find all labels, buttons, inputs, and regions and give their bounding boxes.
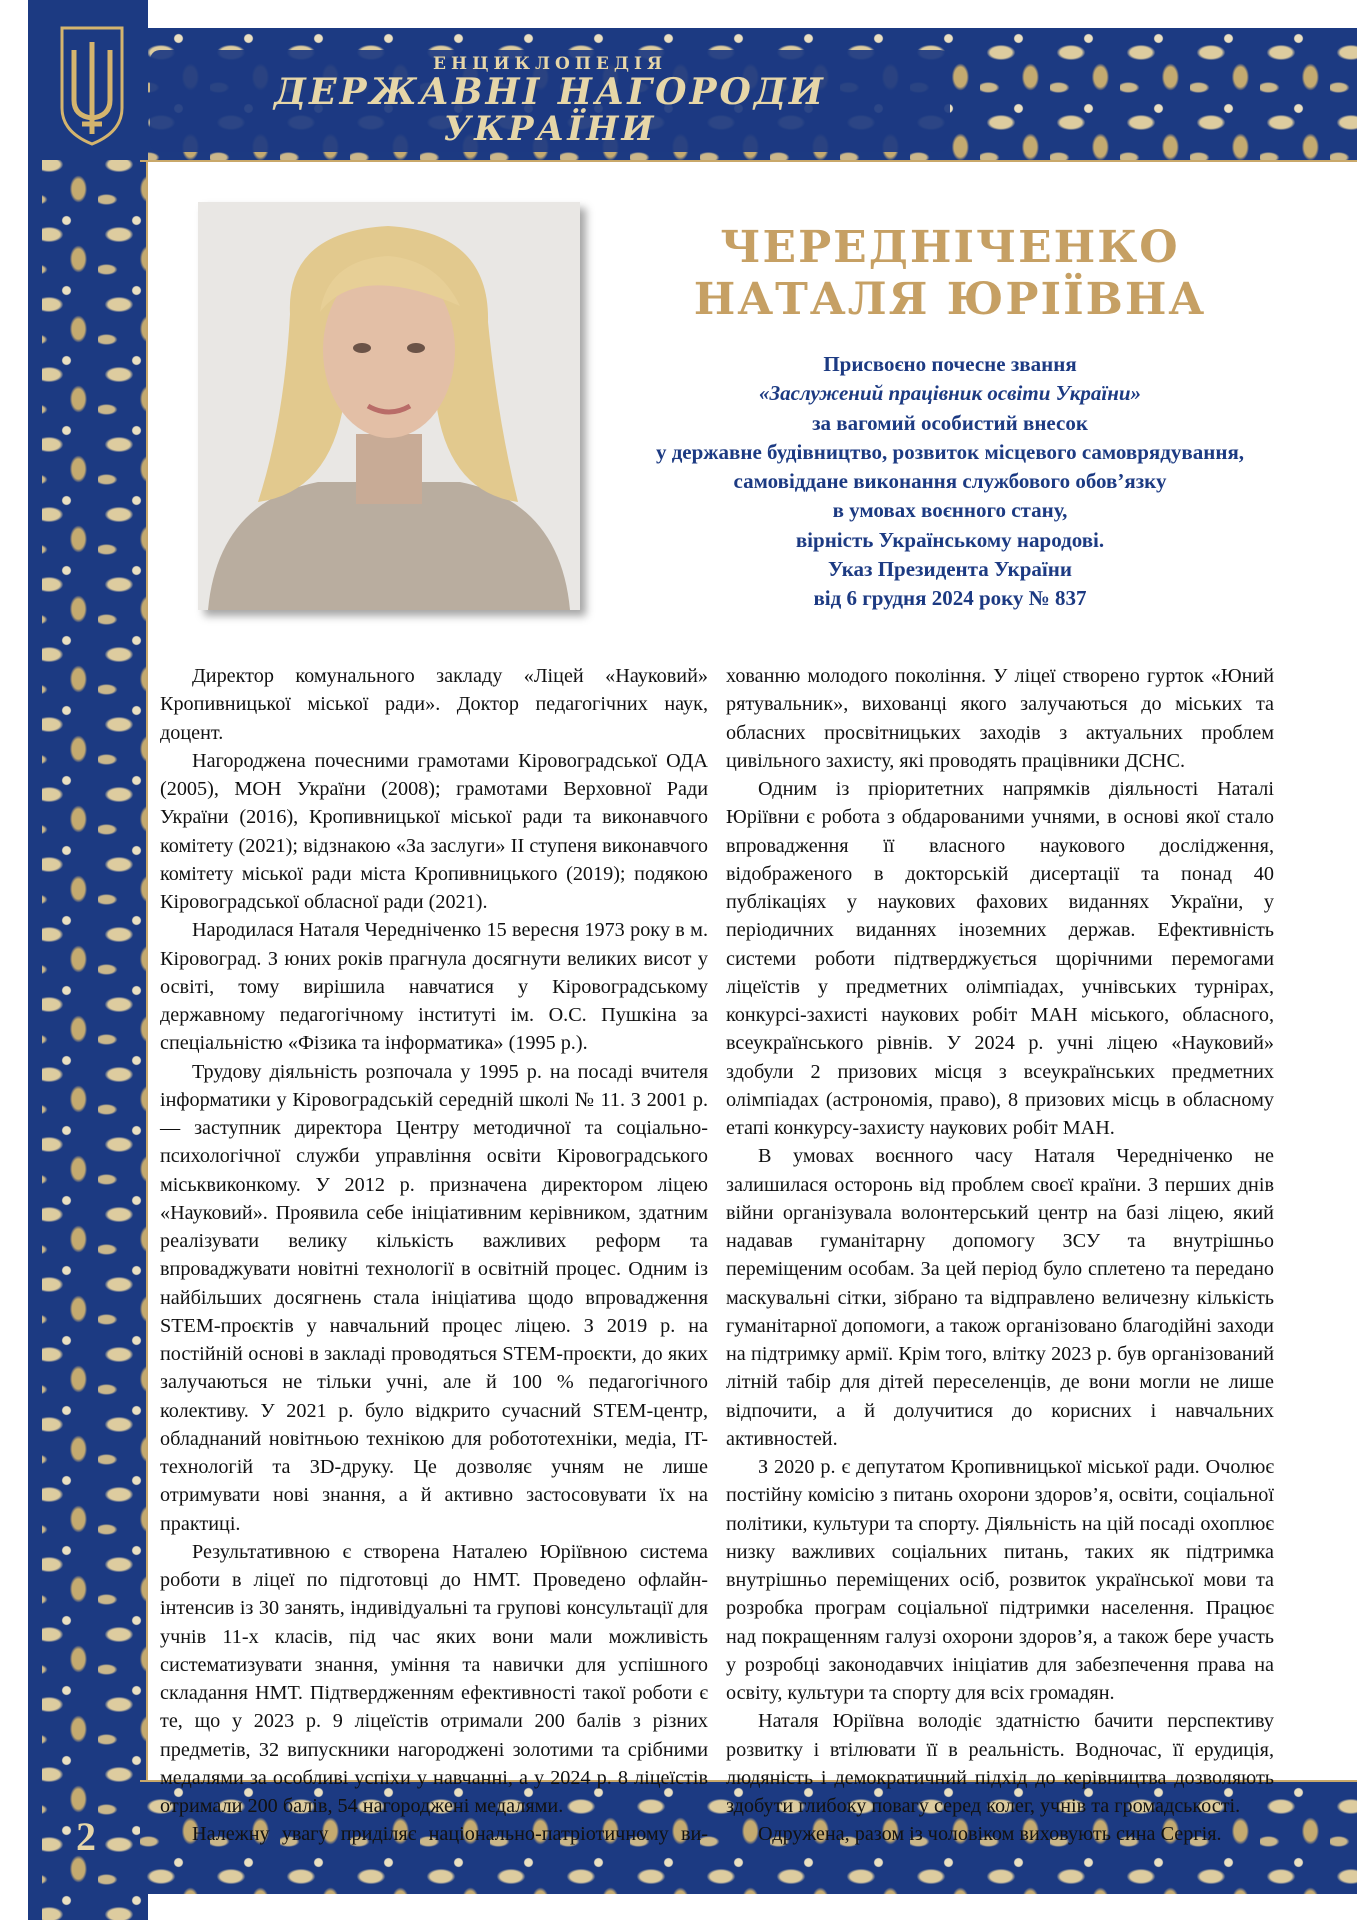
frame-line-top [140, 160, 1357, 162]
page-number: 2 [76, 1813, 96, 1859]
frame-line-left [146, 160, 148, 1782]
header-title-line1: ДЕРЖАВНІ НАГОРОДИ [274, 71, 826, 113]
paragraph: Нагороджена почесними грамотами Кіровоградської ОДА (2005), МОН України (2008); грамотами Верховної Ради України (2016), Кропивницької міської ради та виконавчого комітету (2021); відзнакою «За заслуги» II ступеня виконавчого комітету міської ради міста Кропивницького (2019); подякою Кіровоградської обласної ради (2021). [160, 749, 708, 913]
encyclopedia-header [150, 50, 950, 152]
person-surname: ЧЕРЕДНІЧЕНКО [720, 222, 1180, 273]
person-name [640, 222, 1260, 326]
left-blue-bar [28, 0, 42, 1920]
left-ornament-band [28, 0, 148, 1920]
award-line: від 6 грудня 2024 року № 837 [813, 586, 1087, 611]
paragraph: Трудову діяльність розпочала у 1995 р. на посаді вчителя інформатики у Кіровоградській середній школі № 11. З 2001 р. — заступник директора Центру методичної та соціально-психологічної служби управління освіти Кіровоградського міськвиконкому. У 2012 р. призначена директором ліцею «Науковий». Проявила себе ініціативним керівником, здатним реалізувати велику кількість важливих реформ та впроваджувати новітні технології в освітній процес. Одним із найбільших досягнень стала ініціатива щодо впровадження STEM-проєктів у навчальний процес ліцею. З 2019 р. на постійній основі в закладі проводяться STEM-проєкти, до яких залучаються не тільки учні, але й 100 % педагогічного колективу. У 2021 р. було відкрито сучасний STEM-центр, обладнаний новітньою технікою для робототехніки, медіа, IT-технологій та 3D-друку. Це дозволяє учням не лише отримувати нові знання, а й активно застосовувати їх на практиці. [160, 1060, 708, 1535]
paragraph: Наталя Юріївна володіє здатністю бачити перспективу розвитку і втілювати її в реальність. Водночас, її ерудиція, людяність і демократичний підхід до керівництва дозволяють здобути глибоку повагу серед колег, учнів та громадськості. [726, 1710, 1274, 1817]
header-encyclopedia-label: ЕНЦИКЛОПЕДІЯ [433, 54, 667, 74]
award-statement [600, 350, 1300, 614]
paragraph: Одним із пріоритетних напрямків діяльності Наталі Юріївни є робота з обдарованими учнями, в основі якої стало впровадження її власного наукового дослідження, відображеного в докторській дисертації та понад 40 публікаціях у наукових фахових виданнях України, у періодичних виданнях іноземних держав. Ефективність системи роботи підтверджується щорічними перемогами ліцеїстів у предметних олімпіадах, учнівських турнірах, конкурсі-захисті наукових робіт МАН міського, обласного, всеукраїнського рівнів. У 2024 р. учні ліцею «Науковий» здобули 2 призових місця з всеукраїнських предметних олімпіадах (астрономія, право), 8 призових місць в обласному етапі конкурсу-захисту наукових робіт МАН. [726, 778, 1274, 1139]
award-line: в умовах воєнного стану, [832, 498, 1068, 523]
paragraph: Директор комунального закладу «Ліцей «Науковий» Кропивницької міської ради». Доктор педагогічних наук, доцент. [160, 665, 708, 744]
award-line: Присвоєно почесне звання [823, 352, 1077, 376]
paragraph: Народилася Наталя Чередніченко 15 вересня 1973 року в м. Кіровоград. З юних років прагнула досягнути великих висот у освіті, тому вирішила навчатися у Кіровоградському державному педагогічному інституті ім. О.С. Пушкіна за спеціальністю «Фізика та інформатика» (1995 р.). [160, 919, 708, 1055]
portrait-photo [198, 202, 580, 610]
award-line: за вагомий особистий внесок [812, 410, 1088, 435]
paragraph: З 2020 р. є депутатом Кропивницької міської ради. Очолює постійну комісію з питань охорони здоров’я, освіти, соціальної політики, культури та спорту. Діяльність на цій посаді охоплює низку важливих соціальних питань, таких як підтримка внутрішньо переміщених осіб, розвиток української мови та розробка програм соціальної підтримки населення. Працює над покращенням галузі охорони здоров’я, а також бере участь у розробці законодавчих ініціатив для забезпечення права на освіту, культури та спорту для всіх громадян. [726, 1456, 1274, 1704]
trident-coat-of-arms-icon [52, 20, 132, 150]
body-column-left [160, 662, 708, 1849]
paragraph: Результативною є створена Наталею Юріївною система роботи в ліцеї по підготовці до НМТ. Проведено офлайн-інтенсив із 30 занять, індивідуальні та групові консультації для учнів 11-х класів, під час яких вони мали можливість систематизувати знання, уміння та навички для успішного складання НМТ. Підтвердженням ефективності такої роботи є те, що у 2023 р. 9 ліцеїстів отримали 200 балів з різних предметів, 32 випускники нагороджені золотими та срібними медалями за особливі успіхи у навчанні, а у 2024 р. 8 ліцеїстів отримали 200 балів, 54 нагороджені медалями. [160, 1540, 708, 1817]
award-line: вірність Українському народові. [795, 527, 1105, 552]
paragraph: Одружена, разом із чоловіком виховують сина Сергія. [758, 1823, 1222, 1846]
award-line: у державне будівництво, розвиток місцевого самоврядування, [655, 439, 1245, 464]
paragraph-continuation: хованню молодого покоління. У ліцеї створено гурток «Юний рятувальник», вихованці якого залучаються до міських та обласних просвітницьких заходів з актуальних проблем цивільного захисту, які проводять працівники ДСНС. [726, 665, 1274, 772]
paragraph: Належну увагу приділяє національно-патріотичному ви- [192, 1823, 708, 1846]
paragraph: В умовах воєнного часу Наталя Чередніченко не залишилася осторонь від проблем своєї країни. З перших днів війни організувала волонтерський центр на базі ліцею, який надавав гуманітарну допомогу ЗСУ та внутрішньо переміщеним особам. За цей період було сплетено та передано маскувальні сітки, зібрано та відправлено величезну кількість гуманітарної допомоги, а також організовано благодійні заходи на підтримку армії. Крім того, влітку 2023 р. був організований літній табір для дітей переселенців, де вони могли не лише відпочити, а й долучитися до корисних і навчальних активностей. [726, 1145, 1274, 1450]
header-title-line2: УКРАЇНИ [443, 108, 657, 149]
award-line: Указ Президента України [828, 557, 1072, 582]
person-given-names: НАТАЛЯ ЮРІЇВНА [693, 274, 1207, 325]
body-column-right [726, 662, 1274, 1849]
award-line: «Заслужений працівник освіти України» [758, 381, 1142, 406]
award-line: самовіддане виконання службового обов’язку [733, 469, 1167, 494]
